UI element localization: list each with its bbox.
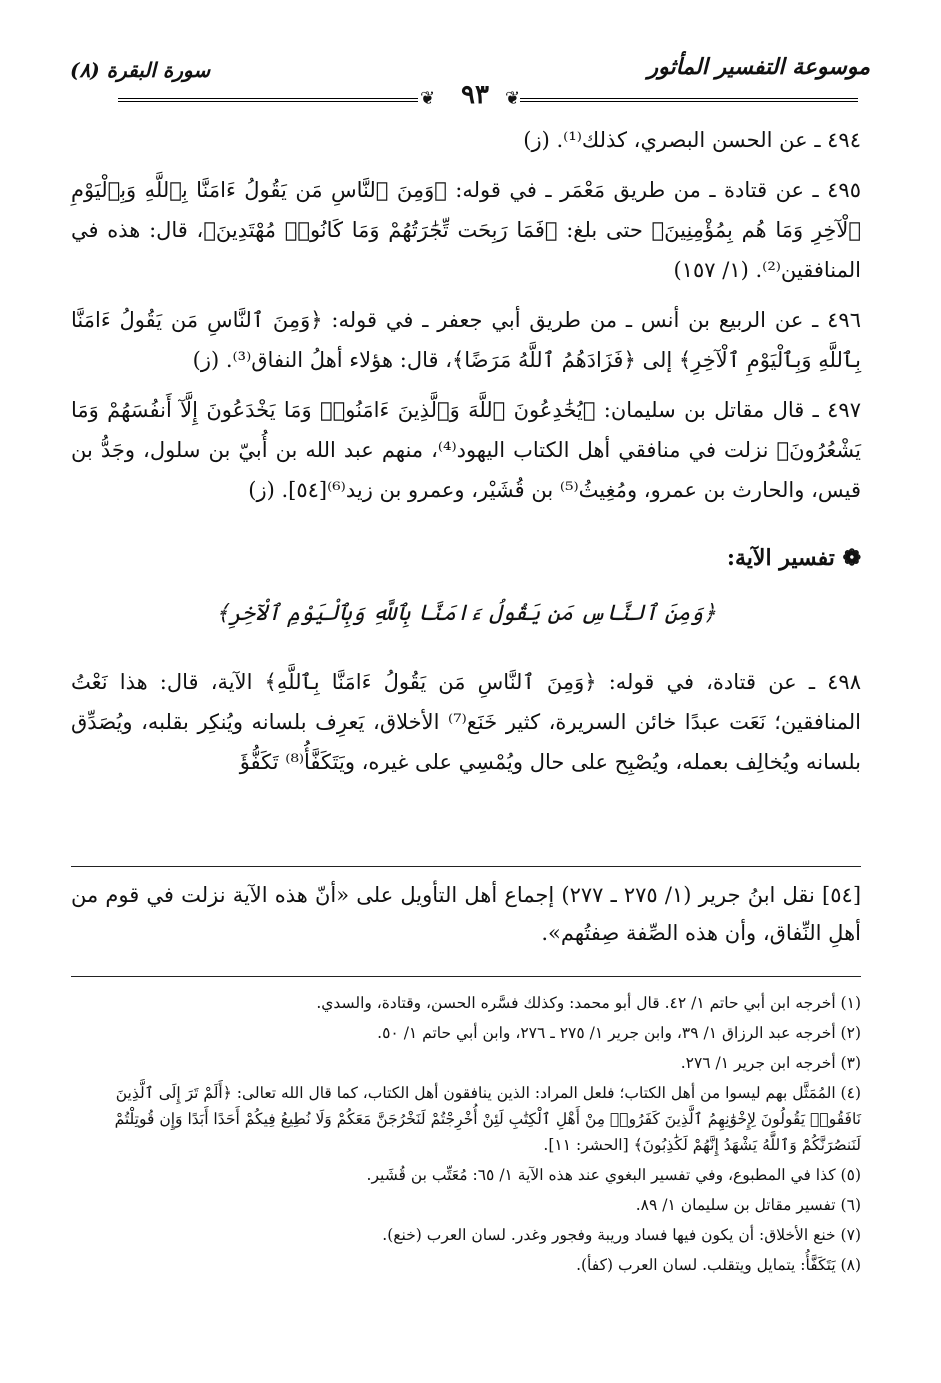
entry-498: ٤٩٨ ـ عن قتادة، في قوله: ﴿وَمِنَ ٱلنَّاسِ مَن يَقُولُ ءَامَنَّا بِٱللَّهِ﴾ الآية، قال: هذا نَعْتُ المنافقين؛ نَعَت عبدًا خائن السريرة، كثير خَنَع⁽⁷⁾ الأخلاق، يَعرِف بلسانه ويُنكِر بقلبه، ويُصَدِّق بلسانه ويُخالِف بعمله، ويُصْبِح على حال ويُمْسِي على غيره، ويَتَكَفَّأُ⁽⁸⁾ تَكَفُّؤَ [71,670,862,774]
section-title: ❁ تفسير الآية: [726,545,861,571]
entry-497: ٤٩٧ ـ قال مقاتل بن سليمان: ﴿يُخَٰدِعُونَ ٱللَّهَ وَٱلَّذِينَ ءَامَنُوا۟ وَمَا يَخْدَعُونَ إِلَّآ أَنفُسَهُمْ وَمَا يَشْعُرُونَ﴾ نزلت في منافقي أهل الكتاب اليهود⁽⁴⁾، منهم عبد الله بن أُبيّ بن سلول، وجَدُّ بن قيس، والحارث بن عمرو، ومُغِيثُ⁽⁵⁾ بن قُشَيْر، وعمرو بن زيد⁽⁶⁾[٥٤]. (ز) [71,398,861,502]
ornament-icon: ❦ [505,88,521,109]
divider [71,976,861,977]
footnote: (١) أخرجه ابن أبي حاتم ١/ ٤٢. قال أبو محمد: وكذلك فسَّره الحسن، وقتادة، والسدي. [316,994,861,1012]
footnote: (٨) يَتَكَفَّأُ: يتمايل ويتقلب. لسان العرب (كفأ). [576,1256,861,1274]
ornament-icon: ❦ [420,88,436,109]
footnote: (٣) أخرجه ابن جرير ١/ ٢٧٦. [680,1054,861,1072]
footnote: (٢) أخرجه عبد الرزاق ١/ ٣٩، وابن جرير ١/ ٢٧٥ ـ ٢٧٦، وابن أبي حاتم ١/ ٥٠. [377,1024,861,1042]
book-title: موسوعة التفسير المأثور [647,54,870,80]
quran-verse: ﴿وَمِنَ ٱلنَّاسِ مَن يَقُولُ ءَامَنَّا بِٱللَّهِ وَبِٱلْيَوْمِ ٱلْآخِرِ﴾ [215,601,717,626]
entry-495: ٤٩٥ ـ عن قتادة ـ من طريق مَعْمَر ـ في قوله: ﴿وَمِنَ ٱلنَّاسِ مَن يَقُولُ ءَامَنَّا بِٱللَّهِ وَبِٱلْيَوْمِ ٱلْآخِرِ وَمَا هُم بِمُؤْمِنِينَ﴾ حتى بلغ: ﴿فَمَا رَبِحَت تِّجَٰرَتُهُمْ وَمَا كَانُوا۟ مُهْتَدِينَ﴾، قال: هذه في المنافقين⁽²⁾. (١/ ١٥٧) [71,178,861,282]
footnote: (٦) تفسير مقاتل بن سليمان ١/ ٨٩. [635,1196,861,1214]
main-text [71,120,861,792]
page-number: ٩٣ [461,80,489,110]
entry-496: ٤٩٦ ـ عن الربيع بن أنس ـ من طريق أبي جعفر ـ في قوله: ﴿وَمِنَ ٱلنَّاسِ مَن يَقُولُ ءَامَنَّا بِٱللَّهِ وَبِٱلْيَوْمِ ٱلْآخِرِ﴾ إلى ﴿فَزَادَهُمُ ٱللَّهُ مَرَضًا﴾، قال: هؤلاء أهلُ النفاق⁽³⁾. (ز) [71,308,861,372]
footnote: (٥) كذا في المطبوع، وفي تفسير البغوي عند هذه الآية ١/ ٦٥: مُعَتِّب بن قُشَير. [366,1166,861,1184]
entry-494: ٤٩٤ ـ عن الحسن البصري، كذلك⁽¹⁾. (ز) [523,128,861,152]
surah-label: سورة البقرة (٨) [70,58,211,82]
commentary-note: [٥٤] نقل ابنُ جرير (١/ ٢٧٥ ـ ٢٧٧) إجماع أهل التأويل على «أنّ هذه الآية نزلت في قوم من أهلِ النِّفاق، وأن هذه الصِّفة صِفتُهم». [71,883,862,945]
header-rule-right [520,98,858,102]
divider [71,866,861,867]
header-rule-left [118,98,418,102]
footnotes [71,990,861,1282]
footnote: (٧) خنع الأخلاق: أن يكون فيها فساد وريبة وفجور وغدر. لسان العرب (خنع). [382,1226,861,1244]
footnote: (٤) المُمَثَّل بهم ليسوا من أهل الكتاب؛ فلعل المراد: الذين ينافقون أهل الكتاب، كما قال الله تعالى: ﴿أَلَمْ تَرَ إِلَى ٱلَّذِينَ نَافَقُوا۟ يَقُولُونَ لِإِخْوَٰنِهِمُ ٱلَّذِينَ كَفَرُوا۟ مِنْ أَهْلِ ٱلْكِتَٰبِ لَئِنْ أُخْرِجْتُمْ لَنَخْرُجَنَّ مَعَكُمْ وَلَا نُطِيعُ فِيكُمْ أَحَدًا أَبَدًا وَإِن قُوتِلْتُمْ لَنَنصُرَنَّكُمْ وَٱللَّهُ يَشْهَدُ إِنَّهُمْ لَكَٰذِبُونَ﴾ [الحشر: ١١]. [114,1084,861,1154]
